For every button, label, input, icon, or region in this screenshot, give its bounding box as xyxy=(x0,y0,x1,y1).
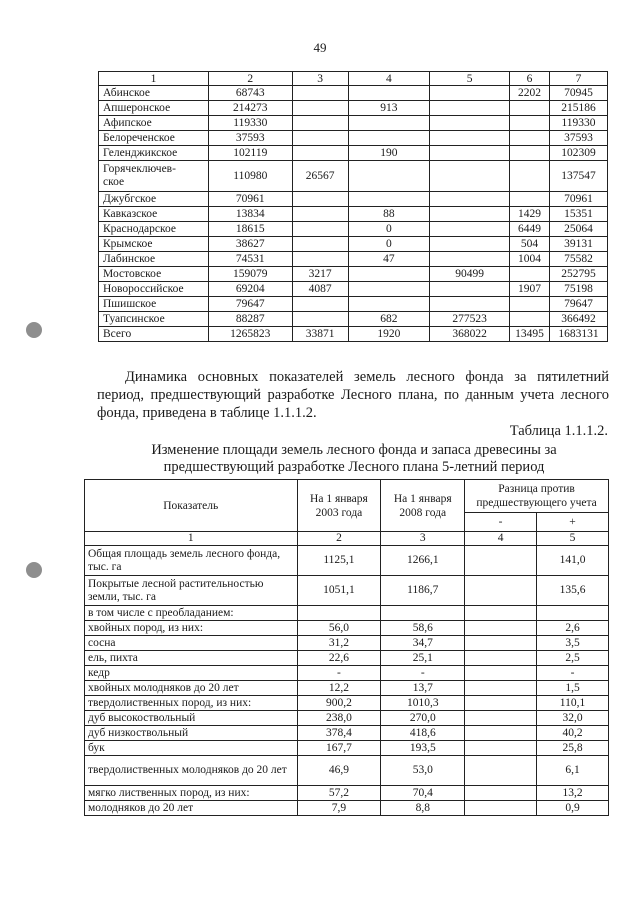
forestry-name: Апшеронское xyxy=(99,101,209,116)
table-cell: 79647 xyxy=(550,297,608,312)
table-cell xyxy=(430,161,510,192)
table-row xyxy=(99,101,608,116)
table-row xyxy=(99,282,608,297)
table-cell: 368022 xyxy=(430,327,510,342)
table-row xyxy=(99,267,608,282)
table-cell xyxy=(381,606,465,621)
column-header: 4 xyxy=(348,72,430,86)
table-cell xyxy=(292,207,348,222)
forestry-name: Крымское xyxy=(99,237,209,252)
table-cell: 68743 xyxy=(208,86,292,101)
table-cell: 1265823 xyxy=(208,327,292,342)
table-cell xyxy=(465,696,537,711)
forestry-name: Геленджикское xyxy=(99,146,209,161)
table-cell: 13495 xyxy=(510,327,550,342)
table-header-row xyxy=(99,72,608,86)
table-row xyxy=(99,116,608,131)
forestry-name: Горячеключев- ское xyxy=(99,161,209,192)
table-cell: 70,4 xyxy=(381,786,465,801)
table-cell xyxy=(430,86,510,101)
forestry-name: Пшишское xyxy=(99,297,209,312)
table-cell: 141,0 xyxy=(537,546,609,576)
table-cell: 46,9 xyxy=(297,756,381,786)
table-row xyxy=(85,801,609,816)
indicator-label: дуб высокоствольный xyxy=(85,711,298,726)
table-cell xyxy=(430,252,510,267)
table-cell: 70961 xyxy=(208,192,292,207)
table-cell xyxy=(510,116,550,131)
table-cell: 277523 xyxy=(430,312,510,327)
indicator-label: Общая площадь земель лесного фонда, тыс. га xyxy=(85,546,298,576)
table-cell: 1051,1 xyxy=(297,576,381,606)
column-header: 6 xyxy=(510,72,550,86)
table-cell: 38627 xyxy=(208,237,292,252)
table-cell: 2202 xyxy=(510,86,550,101)
header-2003: На 1 января 2003 года xyxy=(297,480,381,532)
table-row xyxy=(99,252,608,267)
column-index: 2 xyxy=(297,532,381,546)
table-cell xyxy=(297,606,381,621)
table-row xyxy=(99,146,608,161)
forestry-name: Краснодарское xyxy=(99,222,209,237)
table-cell: 110,1 xyxy=(537,696,609,711)
table-cell: 6449 xyxy=(510,222,550,237)
table-cell: 0 xyxy=(348,222,430,237)
table-cell xyxy=(465,606,537,621)
forestry-name: Кавказское xyxy=(99,207,209,222)
table-row xyxy=(85,711,609,726)
table-cell xyxy=(510,267,550,282)
table-cell: 190 xyxy=(348,146,430,161)
table-cell: 366492 xyxy=(550,312,608,327)
table-cell: 25,8 xyxy=(537,741,609,756)
table-cell: 47 xyxy=(348,252,430,267)
binder-hole-top xyxy=(26,322,42,338)
table-title: Изменение площади земель лесного фонда и запаса древесины за предшествующий разработке Лесного плана 5-летний период xyxy=(151,442,557,475)
header-plus: + xyxy=(537,513,609,532)
table-cell: 214273 xyxy=(208,101,292,116)
table-cell: 7,9 xyxy=(297,801,381,816)
table-number: Таблица 1.1.1.2. xyxy=(509,423,608,439)
table-cell xyxy=(430,192,510,207)
indicator-label: твердолиственных молодняков до 20 лет xyxy=(85,756,298,786)
indicator-label: хвойных пород, из них: xyxy=(85,621,298,636)
table-row xyxy=(85,741,609,756)
table-cell: 90499 xyxy=(430,267,510,282)
table-cell: 8,8 xyxy=(381,801,465,816)
table-cell: 88287 xyxy=(208,312,292,327)
table-row xyxy=(99,207,608,222)
table-cell: 1125,1 xyxy=(297,546,381,576)
header-indicator: Показатель xyxy=(85,480,298,532)
table-cell xyxy=(292,312,348,327)
table-cell xyxy=(292,86,348,101)
table-cell: 167,7 xyxy=(297,741,381,756)
table-cell xyxy=(292,146,348,161)
indicator-label: мягко лиственных пород, из них: xyxy=(85,786,298,801)
table-cell xyxy=(465,726,537,741)
table-cell xyxy=(292,192,348,207)
table-row xyxy=(85,681,609,696)
table-cell: 88 xyxy=(348,207,430,222)
table-cell xyxy=(465,681,537,696)
column-header: 3 xyxy=(292,72,348,86)
table-cell: 270,0 xyxy=(381,711,465,726)
table-cell xyxy=(510,297,550,312)
table-cell: 1004 xyxy=(510,252,550,267)
table-cell: 102119 xyxy=(208,146,292,161)
table-row xyxy=(85,696,609,711)
table-cell xyxy=(430,282,510,297)
table-cell: 70961 xyxy=(550,192,608,207)
table-cell: 75582 xyxy=(550,252,608,267)
table-cell: 37593 xyxy=(550,131,608,146)
table-row xyxy=(85,666,609,681)
table-cell xyxy=(348,161,430,192)
table-cell: 102309 xyxy=(550,146,608,161)
indicator-label: в том числе с преобладанием: xyxy=(85,606,298,621)
table-cell xyxy=(465,621,537,636)
table-cell xyxy=(465,801,537,816)
table-cell: 119330 xyxy=(550,116,608,131)
table-cell: 15351 xyxy=(550,207,608,222)
table-header-row xyxy=(85,480,609,513)
table-cell xyxy=(430,207,510,222)
table-cell: 900,2 xyxy=(297,696,381,711)
indicator-label: бук xyxy=(85,741,298,756)
binder-hole-bottom xyxy=(26,562,42,578)
table-cell: 75198 xyxy=(550,282,608,297)
table-cell: 137547 xyxy=(550,161,608,192)
table-cell: 58,6 xyxy=(381,621,465,636)
indicator-label: молодняков до 20 лет xyxy=(85,801,298,816)
column-index: 4 xyxy=(465,532,537,546)
table-cell xyxy=(348,86,430,101)
table-cell xyxy=(292,131,348,146)
table-cell xyxy=(510,101,550,116)
table-cell: 6,1 xyxy=(537,756,609,786)
table-cell: 31,2 xyxy=(297,636,381,651)
table-cell: 12,2 xyxy=(297,681,381,696)
table-cell: 0,9 xyxy=(537,801,609,816)
table-cell: 1429 xyxy=(510,207,550,222)
forestry-name: Всего xyxy=(99,327,209,342)
table-cell xyxy=(430,131,510,146)
table-cell xyxy=(292,222,348,237)
table-cell: - xyxy=(537,666,609,681)
table-cell xyxy=(348,131,430,146)
table-cell xyxy=(292,116,348,131)
table-cell: 39131 xyxy=(550,237,608,252)
table-cell: 40,2 xyxy=(537,726,609,741)
table-cell xyxy=(510,312,550,327)
table-cell: 1683131 xyxy=(550,327,608,342)
table-row xyxy=(99,237,608,252)
table-row xyxy=(99,327,608,342)
table-cell: 2,6 xyxy=(537,621,609,636)
table-cell: 193,5 xyxy=(381,741,465,756)
table-row xyxy=(85,786,609,801)
table-cell: 1920 xyxy=(348,327,430,342)
table-cell xyxy=(465,636,537,651)
table-cell: 1907 xyxy=(510,282,550,297)
table-cell xyxy=(348,267,430,282)
forestry-table xyxy=(98,71,608,342)
table-row xyxy=(85,726,609,741)
forestry-name: Мостовское xyxy=(99,267,209,282)
column-index: 5 xyxy=(537,532,609,546)
table-cell xyxy=(430,101,510,116)
table-cell: 25,1 xyxy=(381,651,465,666)
table-cell xyxy=(430,116,510,131)
table-cell xyxy=(465,576,537,606)
indicator-label: сосна xyxy=(85,636,298,651)
table-cell xyxy=(510,131,550,146)
table-cell: 13,7 xyxy=(381,681,465,696)
table-cell: 1266,1 xyxy=(381,546,465,576)
table-cell: 119330 xyxy=(208,116,292,131)
indicator-label: Покрытые лесной растительностью земли, тыс. га xyxy=(85,576,298,606)
table-cell: 1186,7 xyxy=(381,576,465,606)
table-row xyxy=(85,621,609,636)
column-header: 2 xyxy=(208,72,292,86)
table-cell: 215186 xyxy=(550,101,608,116)
forestry-name: Новороссийское xyxy=(99,282,209,297)
table-cell xyxy=(537,606,609,621)
column-index: 3 xyxy=(381,532,465,546)
table-row xyxy=(99,312,608,327)
table-cell: 70945 xyxy=(550,86,608,101)
table-cell xyxy=(292,252,348,267)
table-cell xyxy=(510,146,550,161)
forestry-name: Лабинское xyxy=(99,252,209,267)
table-cell: 32,0 xyxy=(537,711,609,726)
table-cell xyxy=(465,741,537,756)
table-row xyxy=(85,636,609,651)
forestry-name: Туапсинское xyxy=(99,312,209,327)
table-cell xyxy=(292,101,348,116)
page-number: 49 xyxy=(313,40,327,55)
indicator-label: ель, пихта xyxy=(85,651,298,666)
table-cell: 4087 xyxy=(292,282,348,297)
table-cell xyxy=(465,711,537,726)
column-index-row xyxy=(85,532,609,546)
forestry-name: Джубгское xyxy=(99,192,209,207)
table-cell: 3,5 xyxy=(537,636,609,651)
table-cell: 252795 xyxy=(550,267,608,282)
indicator-label: кедр xyxy=(85,666,298,681)
table-cell xyxy=(430,146,510,161)
table-cell xyxy=(430,237,510,252)
forestry-name: Белореченское xyxy=(99,131,209,146)
indicator-label: хвойных молодняков до 20 лет xyxy=(85,681,298,696)
header-minus: - xyxy=(465,513,537,532)
table-cell xyxy=(348,282,430,297)
table-cell: 53,0 xyxy=(381,756,465,786)
table-cell xyxy=(465,786,537,801)
table-cell: 13834 xyxy=(208,207,292,222)
table-cell: 378,4 xyxy=(297,726,381,741)
forestry-name: Афипское xyxy=(99,116,209,131)
table-cell: 110980 xyxy=(208,161,292,192)
table-cell: 135,6 xyxy=(537,576,609,606)
table-row xyxy=(99,86,608,101)
dynamics-table xyxy=(84,479,609,816)
table-cell xyxy=(430,297,510,312)
table-cell xyxy=(292,237,348,252)
table-cell xyxy=(465,546,537,576)
table-row xyxy=(85,756,609,786)
table-cell: 33871 xyxy=(292,327,348,342)
table-cell: 238,0 xyxy=(297,711,381,726)
table-row xyxy=(99,192,608,207)
table-row xyxy=(85,576,609,606)
table-row xyxy=(99,297,608,312)
table-cell: - xyxy=(297,666,381,681)
column-header: 1 xyxy=(99,72,209,86)
header-difference: Разница против предшествующего учета xyxy=(465,480,609,513)
indicator-label: твердолиственных пород, из них: xyxy=(85,696,298,711)
table-cell: 79647 xyxy=(208,297,292,312)
table-cell: 74531 xyxy=(208,252,292,267)
table-cell: 25064 xyxy=(550,222,608,237)
table-cell: 34,7 xyxy=(381,636,465,651)
table-cell: 3217 xyxy=(292,267,348,282)
table-cell: 26567 xyxy=(292,161,348,192)
column-index: 1 xyxy=(85,532,298,546)
table-cell: 504 xyxy=(510,237,550,252)
table-cell: 1,5 xyxy=(537,681,609,696)
header-2008: На 1 января 2008 года xyxy=(381,480,465,532)
table-cell: - xyxy=(381,666,465,681)
table-cell: 37593 xyxy=(208,131,292,146)
body-paragraph: Динамика основных показателей земель лесного фонда за пятилетний период, предшествующий разработке Лесного плана, по данным учета лесного фонда, приведена в таблице 1.1.1.2. xyxy=(97,369,609,421)
column-header: 5 xyxy=(430,72,510,86)
table-cell: 2,5 xyxy=(537,651,609,666)
table-cell xyxy=(348,297,430,312)
table-cell xyxy=(348,116,430,131)
indicator-label: дуб низкоствольный xyxy=(85,726,298,741)
table-row xyxy=(85,651,609,666)
table-cell: 22,6 xyxy=(297,651,381,666)
table-cell xyxy=(510,192,550,207)
table-cell: 18615 xyxy=(208,222,292,237)
table-row xyxy=(85,546,609,576)
forestry-name: Абинское xyxy=(99,86,209,101)
column-header: 7 xyxy=(550,72,608,86)
table-cell: 56,0 xyxy=(297,621,381,636)
table-cell xyxy=(348,192,430,207)
table-cell xyxy=(510,161,550,192)
table-row xyxy=(85,606,609,621)
table-cell xyxy=(430,222,510,237)
table-cell: 682 xyxy=(348,312,430,327)
table-cell: 0 xyxy=(348,237,430,252)
table-cell: 13,2 xyxy=(537,786,609,801)
table-cell xyxy=(465,756,537,786)
table-cell: 913 xyxy=(348,101,430,116)
table-row xyxy=(99,131,608,146)
table-cell xyxy=(292,297,348,312)
table-cell: 69204 xyxy=(208,282,292,297)
table-cell xyxy=(465,666,537,681)
table-row xyxy=(99,161,608,192)
table-cell: 57,2 xyxy=(297,786,381,801)
table-row xyxy=(99,222,608,237)
table-cell: 159079 xyxy=(208,267,292,282)
table-cell: 418,6 xyxy=(381,726,465,741)
table-cell xyxy=(465,651,537,666)
table-cell: 1010,3 xyxy=(381,696,465,711)
